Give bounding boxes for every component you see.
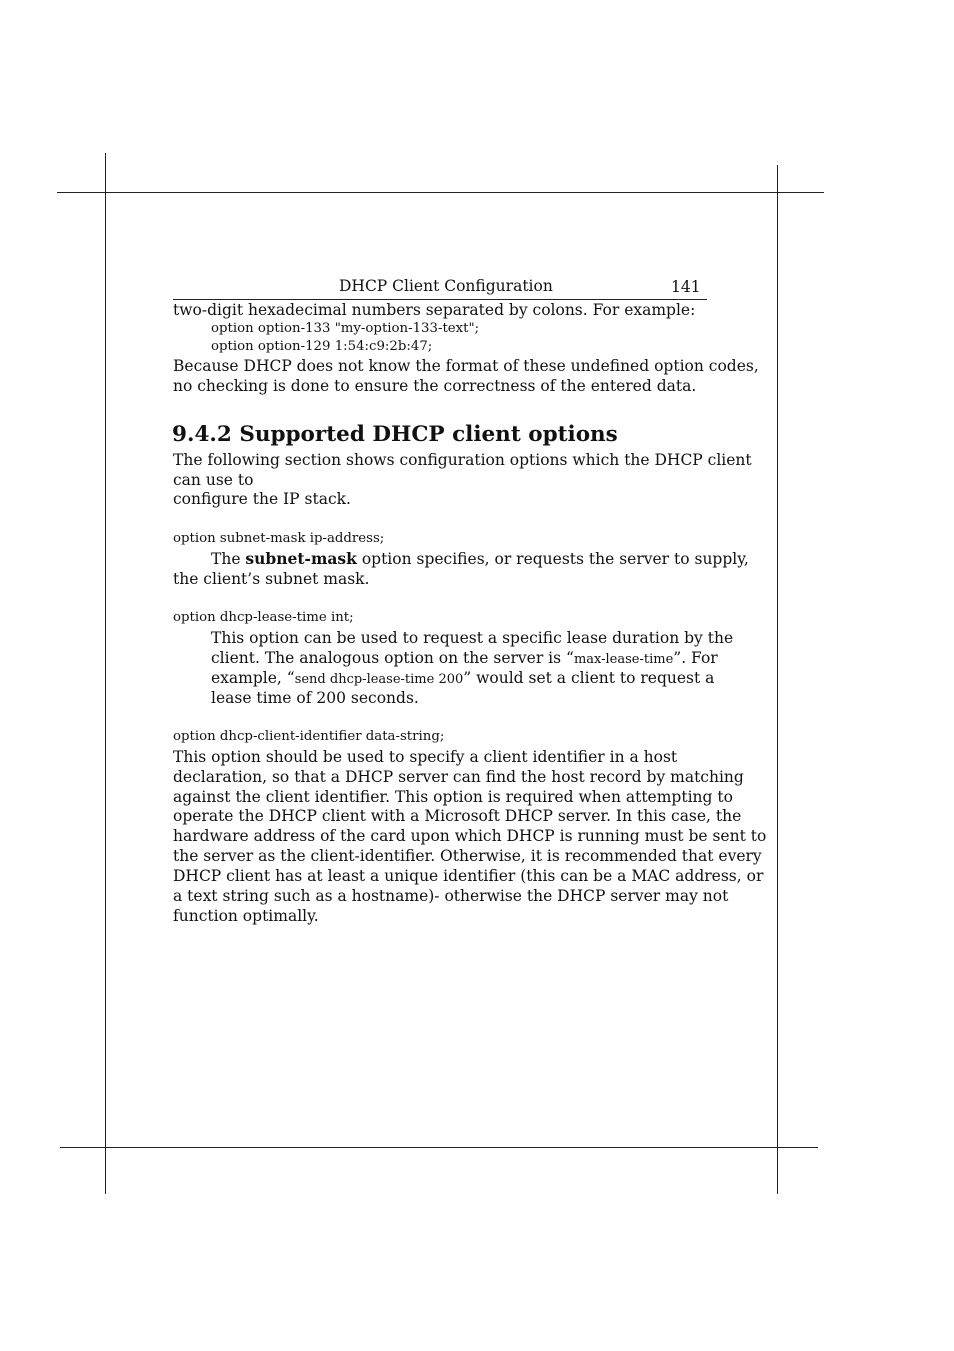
subnet-mask-term: subnet-mask [245,549,357,568]
client-id-line-8: a text string such as a hostname)- otherwise the DHCP server may not [173,887,729,905]
client-id-line-5: hardware address of the card upon which DHCP is running must be sent to [173,827,767,845]
lease-time-line-2 [211,648,718,670]
code-example-2: option option-129 1:54:c9:2b:47; [211,339,433,354]
client-id-line-1: This option should be used to specify a client identifier in a host [173,748,678,766]
intro-paragraph-line-1: Because DHCP does not know the format of these undefined option codes, [173,357,759,375]
client-id-line-3: against the client identifier. This option is required when attempting to [173,788,733,806]
crop-mark-right-vertical [777,165,778,1194]
code-example-1: option option-133 "my-option-133-text"; [211,321,480,336]
section-intro-line-3: configure the IP stack. [173,490,351,508]
client-id-line-6: the server as the client-identifier. Otherwise, it is recommended that every [173,847,762,865]
running-header-title: DHCP Client Configuration [339,277,553,295]
client-id-line-9: function optimally. [173,907,319,925]
option-syntax-subnet-mask: option subnet-mask ip-address; [173,531,385,546]
client-id-line-4: operate the DHCP client with a Microsoft DHCP server. In this case, the [173,807,742,825]
lease-time-line-4: lease time of 200 seconds. [211,689,419,707]
lease-l2-post: ”. For [673,649,718,667]
crop-mark-left-vertical [105,153,106,1194]
subnet-mask-description-line-2: the client’s subnet mask. [173,570,370,588]
section-intro-line-2: can use to [173,471,254,489]
crop-mark-top-horizontal [57,192,824,193]
option-syntax-lease-time: option dhcp-lease-time int; [173,610,354,625]
client-id-line-2: declaration, so that a DHCP server can find the host record by matching [173,768,744,786]
option-syntax-client-identifier: option dhcp-client-identifier data-string; [173,729,445,744]
subnet-desc-post: option specifies, or requests the server to supply, [356,550,749,568]
max-lease-time-code: max-lease-time [573,652,674,667]
lease-l3-post: ” would set a client to request a [463,669,715,687]
section-heading: 9.4.2 Supported DHCP client options [172,422,618,447]
lease-time-line-1: This option can be used to request a specific lease duration by the [211,629,734,647]
section-intro-line-1: The following section shows configuration options which the DHCP client [173,451,752,469]
intro-paragraph-line-2: no checking is done to ensure the correctness of the entered data. [173,377,697,395]
lease-time-line-3 [211,668,714,690]
intro-line: two-digit hexadecimal numbers separated by colons. For example: [173,301,696,319]
subnet-desc-pre: The [211,550,246,568]
lease-l2-pre: client. The analogous option on the server is “ [211,649,574,667]
crop-mark-bottom-horizontal [60,1147,818,1148]
send-lease-time-code: send dhcp-lease-time 200 [294,672,464,687]
page-number: 141 [671,278,701,296]
client-id-line-7: DHCP client has at least a unique identifier (this can be a MAC address, or [173,867,764,885]
lease-l3-pre: example, “ [211,669,295,687]
subnet-mask-description-line-1 [211,549,749,569]
